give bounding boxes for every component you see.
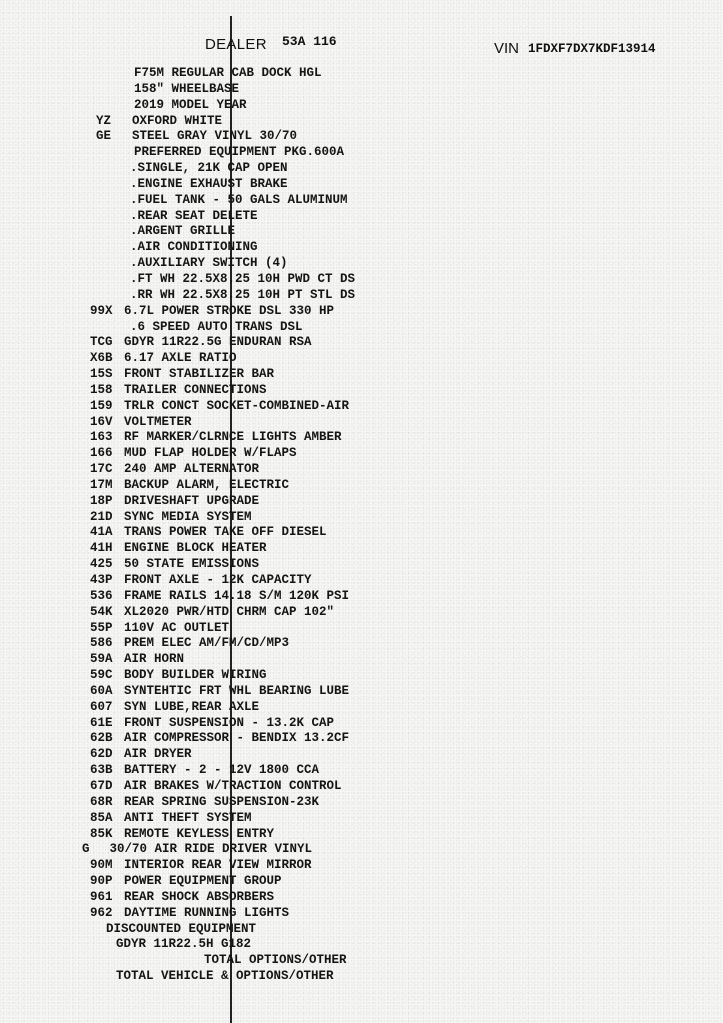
option-line xyxy=(0,747,723,763)
option-description: FRAME RAILS 14.18 S/M 120K PSI xyxy=(124,588,350,603)
option-description: INTERIOR REAR VIEW MIRROR xyxy=(124,858,312,873)
option-line xyxy=(0,906,723,922)
option-code: 62D xyxy=(90,747,113,762)
option-description: 50 STATE EMISSIONS xyxy=(124,557,260,572)
option-line xyxy=(0,383,723,399)
option-description: FRONT SUSPENSION - 13.2K CAP xyxy=(124,715,335,730)
option-description: .AIR CONDITIONING xyxy=(130,240,258,255)
option-description: OXFORD WHITE xyxy=(132,113,223,128)
option-line xyxy=(0,351,723,367)
option-code: GE xyxy=(96,129,112,144)
option-line xyxy=(0,272,723,288)
option-code: 61E xyxy=(90,715,113,730)
option-line xyxy=(0,430,723,446)
option-description: AIR BRAKES W/TRACTION CONTROL xyxy=(124,778,342,793)
option-code: 158 xyxy=(90,382,113,397)
option-line xyxy=(0,240,723,256)
option-code: 62B xyxy=(90,731,113,746)
option-code: 63B xyxy=(90,763,113,778)
option-code: 99X xyxy=(90,303,113,318)
option-code: 41A xyxy=(90,525,113,540)
option-code: YZ xyxy=(96,113,112,128)
option-line xyxy=(0,335,723,351)
option-description: TRAILER CONNECTIONS xyxy=(124,382,267,397)
option-code: 166 xyxy=(90,446,113,461)
option-description: .ENGINE EXHAUST BRAKE xyxy=(130,176,288,191)
option-description: ANTI THEFT SYSTEM xyxy=(124,810,252,825)
option-description: REAR SPRING SUSPENSION-23K xyxy=(124,794,320,809)
option-line xyxy=(0,66,723,82)
option-description: TOTAL VEHICLE & OPTIONS/OTHER xyxy=(116,969,334,984)
option-line xyxy=(0,320,723,336)
option-code: TCG xyxy=(90,335,113,350)
option-line xyxy=(0,842,723,858)
option-line xyxy=(0,858,723,874)
option-code: 68R xyxy=(90,794,113,809)
option-description: DISCOUNTED EQUIPMENT xyxy=(106,921,257,936)
option-line xyxy=(0,652,723,668)
option-description: RF MARKER/CLRNCE LIGHTS AMBER xyxy=(124,430,342,445)
option-code: 41H xyxy=(90,541,113,556)
option-code: 16V xyxy=(90,414,113,429)
option-description: PREM ELEC AM/FM/CD/MP3 xyxy=(124,636,290,651)
option-description: TOTAL OPTIONS/OTHER xyxy=(204,953,347,968)
option-description: GDYR 11R22.5H G182 xyxy=(116,937,252,952)
option-description: .ARGENT GRILLE xyxy=(130,224,236,239)
option-line xyxy=(0,114,723,130)
option-line xyxy=(0,795,723,811)
option-description: POWER EQUIPMENT GROUP xyxy=(124,874,282,889)
option-line xyxy=(0,636,723,652)
option-line xyxy=(0,589,723,605)
option-line xyxy=(0,462,723,478)
option-line xyxy=(0,193,723,209)
option-description: AIR COMPRESSOR - BENDIX 13.2CF xyxy=(124,731,350,746)
option-line xyxy=(0,716,723,732)
dealer-label: DEALER xyxy=(205,36,267,53)
option-description: FRONT STABILIZER BAR xyxy=(124,367,275,382)
option-description: SYNTEHTIC FRT WHL BEARING LUBE xyxy=(124,683,350,698)
option-description: .SINGLE, 21K CAP OPEN xyxy=(130,161,288,176)
option-code: 55P xyxy=(90,620,113,635)
option-line xyxy=(0,304,723,320)
option-line xyxy=(0,256,723,272)
option-line xyxy=(0,763,723,779)
option-description: DAYTIME RUNNING LIGHTS xyxy=(124,905,290,920)
option-code: 536 xyxy=(90,588,113,603)
option-line xyxy=(0,605,723,621)
option-code: 163 xyxy=(90,430,113,445)
option-description: REMOTE KEYLESS ENTRY xyxy=(124,826,275,841)
option-line xyxy=(0,890,723,906)
option-line xyxy=(0,145,723,161)
option-line xyxy=(0,478,723,494)
option-line xyxy=(0,510,723,526)
option-line xyxy=(0,209,723,225)
option-description: GDYR 11R22.5G ENDURAN RSA xyxy=(124,335,312,350)
option-line xyxy=(0,953,723,969)
option-description: .AUXILIARY SWITCH (4) xyxy=(130,256,288,271)
option-line xyxy=(0,922,723,938)
option-line xyxy=(0,161,723,177)
option-description: 110V AC OUTLET xyxy=(124,620,230,635)
option-line xyxy=(0,399,723,415)
option-code: 159 xyxy=(90,398,113,413)
option-description: STEEL GRAY VINYL 30/70 xyxy=(132,129,298,144)
option-code: 607 xyxy=(90,699,113,714)
option-line xyxy=(0,541,723,557)
option-code: 90M xyxy=(90,858,113,873)
option-line xyxy=(0,177,723,193)
option-code: X6B xyxy=(90,351,113,366)
option-line xyxy=(0,700,723,716)
option-description: BATTERY - 2 - 12V 1800 CCA xyxy=(124,763,320,778)
option-line xyxy=(0,621,723,637)
option-code: 961 xyxy=(90,889,113,904)
option-code: 54K xyxy=(90,604,113,619)
vin-label: VIN xyxy=(494,40,520,57)
option-code: 15S xyxy=(90,367,113,382)
option-code: 17M xyxy=(90,477,113,492)
option-code: 60A xyxy=(90,683,113,698)
option-line xyxy=(0,224,723,240)
option-description: PREFERRED EQUIPMENT PKG.600A xyxy=(134,145,345,160)
option-description: SYNC MEDIA SYSTEM xyxy=(124,509,252,524)
option-line xyxy=(0,731,723,747)
option-line xyxy=(0,82,723,98)
option-code: 59A xyxy=(90,652,113,667)
option-code: 425 xyxy=(90,557,113,572)
option-description: 2019 MODEL YEAR xyxy=(134,97,247,112)
option-line xyxy=(0,684,723,700)
option-description: 6.7L POWER STROKE DSL 330 HP xyxy=(124,303,335,318)
option-line xyxy=(0,98,723,114)
option-description: AIR DRYER xyxy=(124,747,192,762)
option-line xyxy=(0,937,723,953)
option-description: 240 AMP ALTERNATOR xyxy=(124,462,260,477)
option-line xyxy=(0,557,723,573)
option-description: FRONT AXLE - 12K CAPACITY xyxy=(124,573,312,587)
option-code: 21D xyxy=(90,509,113,524)
option-line xyxy=(0,367,723,383)
option-description: SYN LUBE,REAR AXLE xyxy=(124,699,260,714)
option-description: VOLTMETER xyxy=(124,414,192,429)
option-code: 85A xyxy=(90,810,113,825)
option-description: .FT WH 22.5X8.25 10H PWD CT DS xyxy=(130,271,356,286)
option-description: TRLR CONCT SOCKET-COMBINED-AIR xyxy=(124,398,350,413)
dealer-code: 53A 116 xyxy=(282,34,337,49)
option-description: .6 SPEED AUTO TRANS DSL xyxy=(130,319,303,334)
option-description: XL2020 PWR/HTD CHRM CAP 102" xyxy=(124,604,335,619)
option-code: 18P xyxy=(90,493,113,508)
option-code: 17C xyxy=(90,462,113,477)
option-description: ENGINE BLOCK HEATER xyxy=(124,541,267,556)
option-line xyxy=(0,779,723,795)
option-description: 158" WHEELBASE xyxy=(134,81,240,96)
option-description: AIR HORN xyxy=(124,652,185,667)
option-line xyxy=(0,415,723,431)
option-description: F75M REGULAR CAB DOCK HGL xyxy=(134,66,322,80)
option-code: 67D xyxy=(90,778,113,793)
option-line xyxy=(0,668,723,684)
option-description: TRANS POWER TAKE OFF DIESEL xyxy=(124,525,327,540)
option-description: BODY BUILDER WIRING xyxy=(124,668,267,683)
option-description: REAR SHOCK ABSORBERS xyxy=(124,889,275,904)
options-list xyxy=(0,66,723,985)
option-line xyxy=(0,827,723,843)
option-line xyxy=(0,525,723,541)
option-description: .REAR SEAT DELETE xyxy=(130,208,258,223)
vin-value: 1FDXF7DX7KDF13914 xyxy=(528,42,656,56)
option-code: 586 xyxy=(90,636,113,651)
option-description: 6.17 AXLE RATIO xyxy=(124,351,237,366)
option-code: 59C xyxy=(90,668,113,683)
option-line xyxy=(0,494,723,510)
option-code: 90P xyxy=(90,874,113,889)
option-line xyxy=(0,288,723,304)
option-line xyxy=(0,129,723,145)
option-line xyxy=(0,969,723,985)
option-code: G xyxy=(82,842,90,857)
option-description: 30/70 AIR RIDE DRIVER VINYL xyxy=(102,842,313,857)
option-code: 43P xyxy=(90,573,113,587)
option-code: 85K xyxy=(90,826,113,841)
option-code: 962 xyxy=(90,905,113,920)
option-description: BACKUP ALARM, ELECTRIC xyxy=(124,477,290,492)
option-description: MUD FLAP HOLDER W/FLAPS xyxy=(124,446,297,461)
option-line xyxy=(0,874,723,890)
option-description: .FUEL TANK - 50 GALS ALUMINUM xyxy=(130,192,348,207)
option-description: DRIVESHAFT UPGRADE xyxy=(124,493,260,508)
option-description: .RR WH 22.5X8.25 10H PT STL DS xyxy=(130,287,356,302)
option-line xyxy=(0,811,723,827)
option-line xyxy=(0,446,723,462)
option-line xyxy=(0,573,723,589)
